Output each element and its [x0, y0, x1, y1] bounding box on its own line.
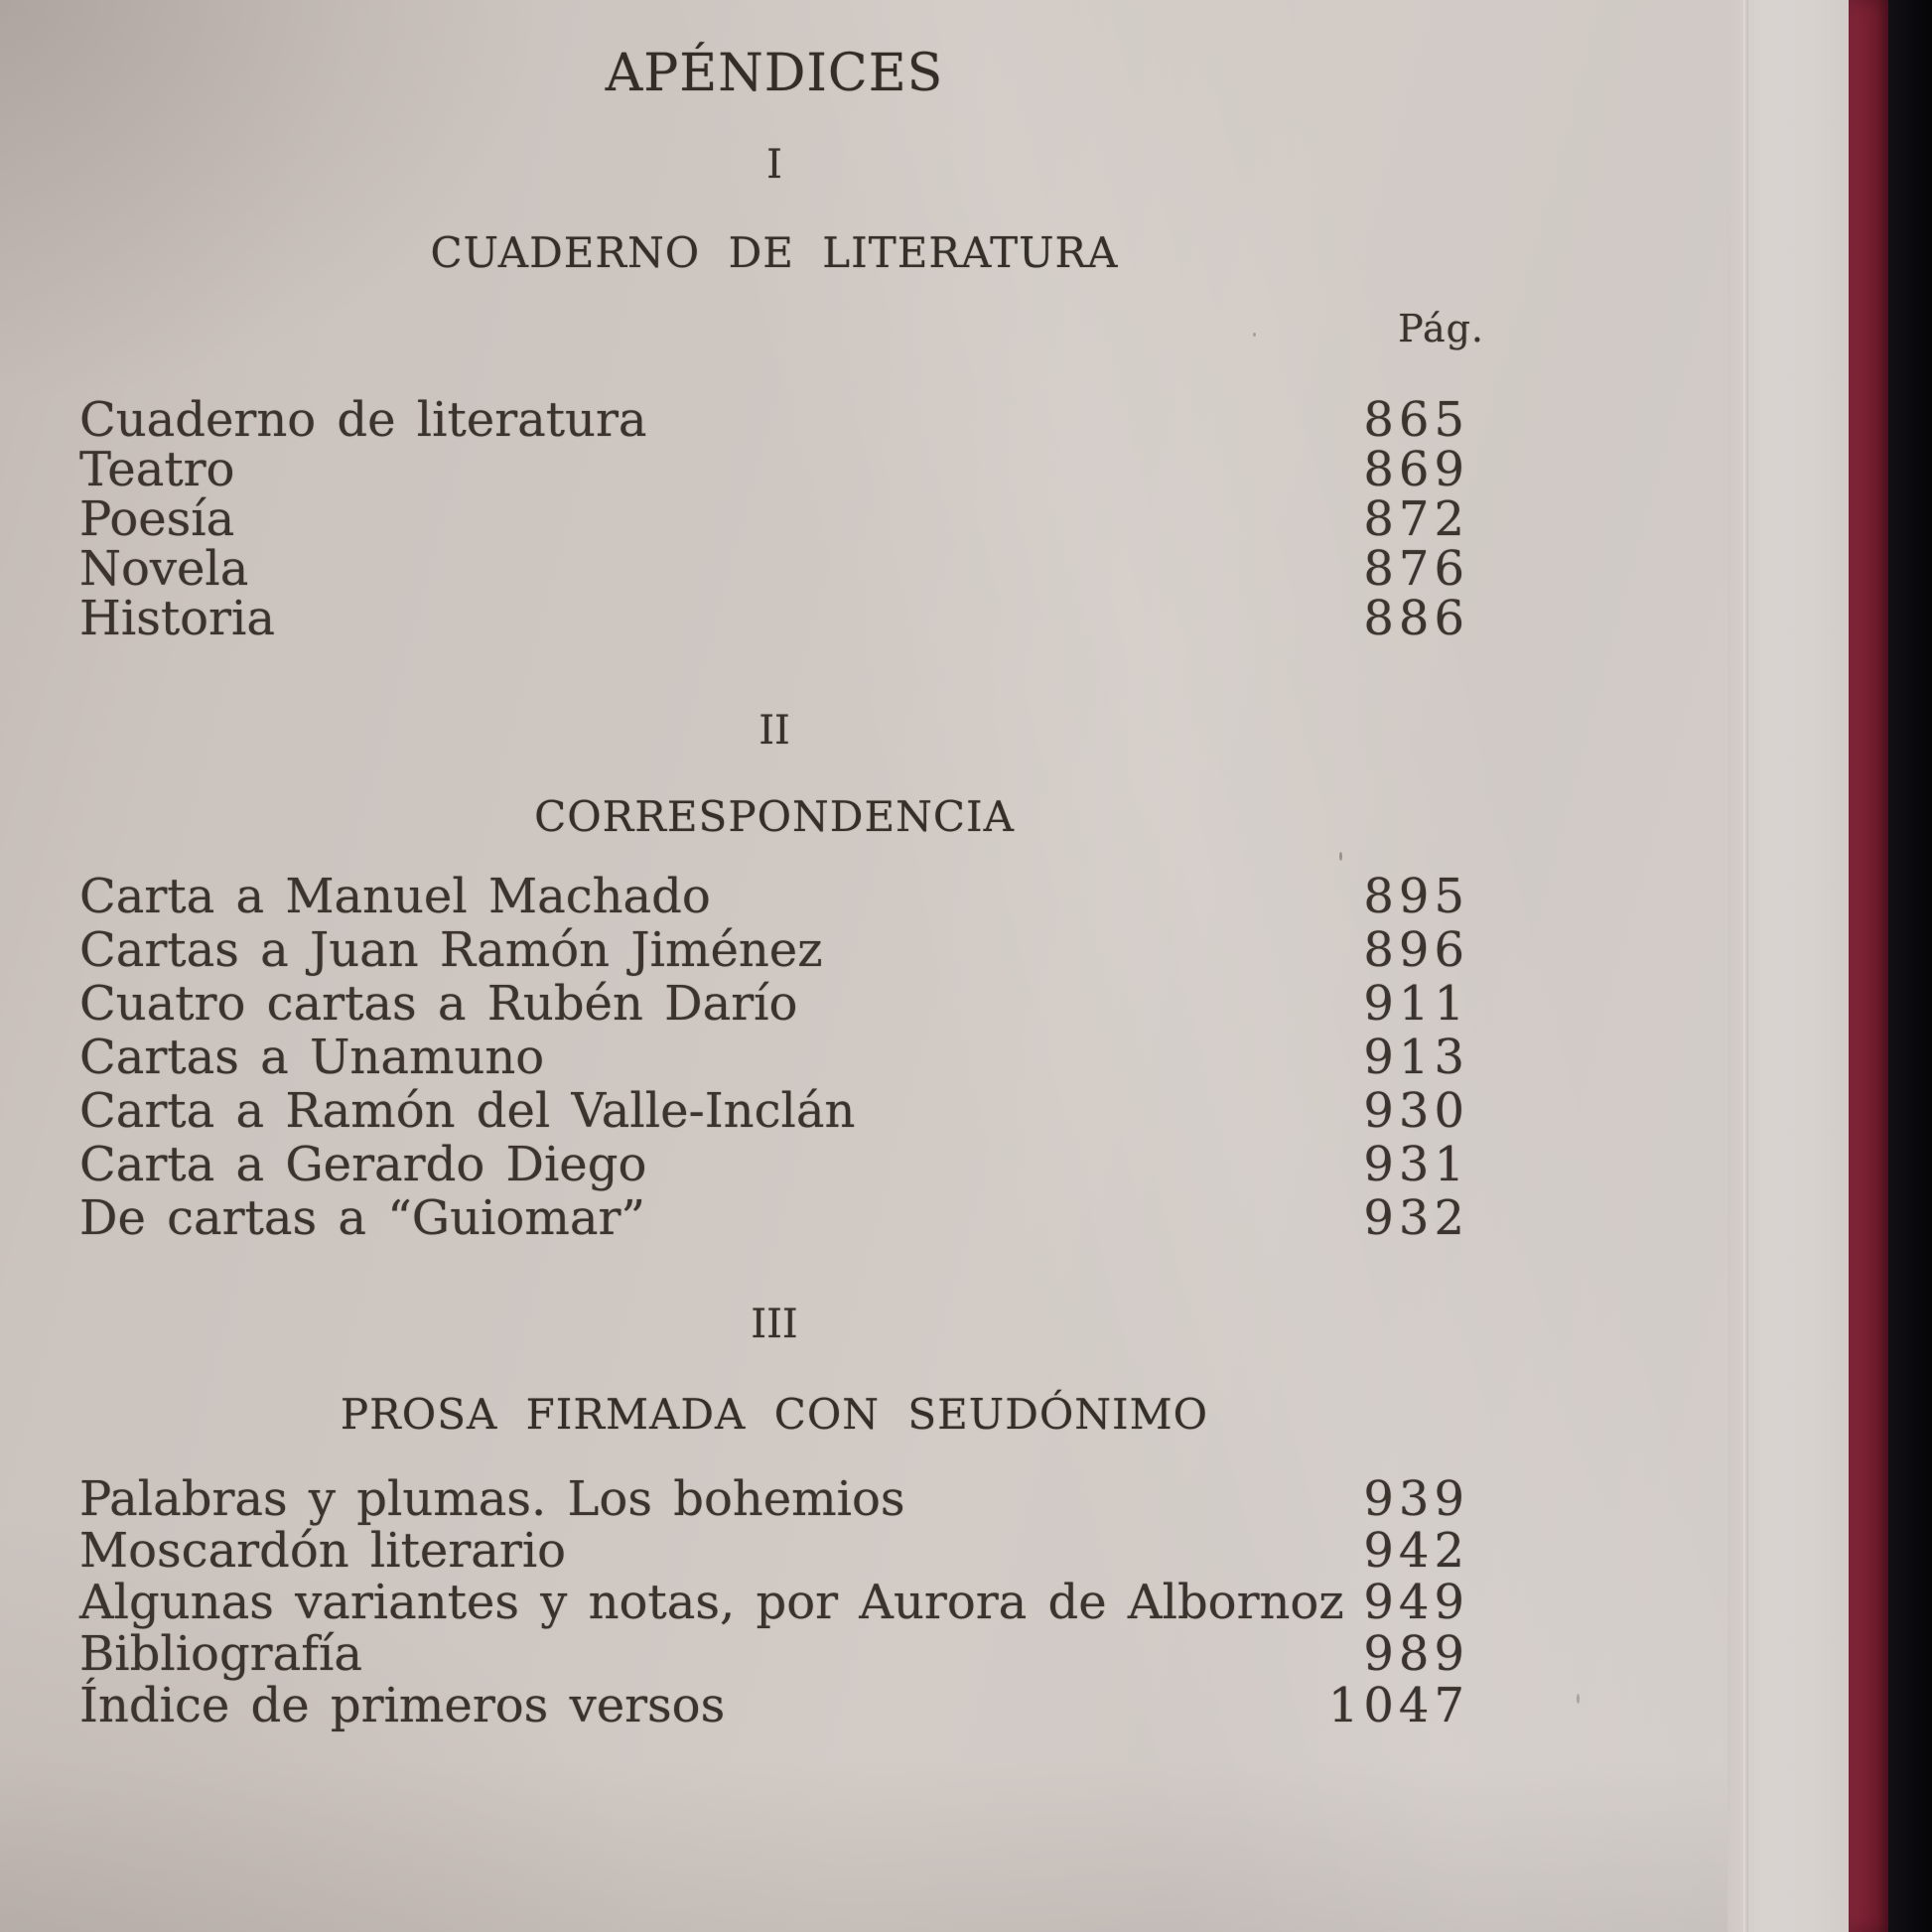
toc-entry-label: Palabras y plumas. Los bohemios [79, 1471, 905, 1527]
toc-entry-page: 876 [1363, 541, 1469, 597]
table-of-contents [79, 0, 1484, 1932]
toc-entry-label: Teatro [79, 442, 235, 497]
toc-row [79, 1031, 1469, 1084]
toc-row [79, 1680, 1469, 1731]
toc-entry-page: 932 [1363, 1190, 1469, 1246]
toc-entry-label: Novela [79, 541, 249, 597]
section-numeral: II [759, 708, 790, 754]
toc-entry-page: 896 [1363, 922, 1469, 978]
toc-entry-label: De cartas a “Guiomar” [79, 1190, 645, 1246]
dust-speck [1339, 852, 1342, 861]
book-cover-edge [1849, 0, 1888, 1932]
toc-entry-page: 931 [1363, 1137, 1469, 1192]
background [1888, 0, 1932, 1932]
toc-row [79, 1577, 1469, 1628]
toc-entry-label: Cuaderno de literatura [79, 392, 647, 448]
toc-entry-label: Moscardón literario [79, 1523, 567, 1579]
toc-section-rows [79, 870, 1469, 1245]
toc-entry-page: 913 [1363, 1030, 1469, 1085]
toc-entry-label: Bibliografía [79, 1626, 362, 1682]
toc-row [79, 491, 1469, 547]
toc-row [79, 442, 1469, 497]
toc-section-rows [79, 392, 1469, 646]
toc-entry-page: 872 [1363, 491, 1469, 547]
toc-entry-label: Carta a Ramón del Valle-Inclán [79, 1083, 856, 1139]
toc-entry-page: 939 [1363, 1471, 1469, 1527]
toc-row [79, 1628, 1469, 1680]
dust-speck [1577, 1694, 1580, 1704]
toc-entry-label: Historia [79, 591, 275, 646]
toc-entry-page: 989 [1363, 1626, 1469, 1682]
toc-entry-label: Cuatro cartas a Rubén Darío [79, 976, 798, 1032]
toc-entry-page: 869 [1363, 442, 1469, 497]
toc-row [79, 392, 1469, 448]
toc-entry-label: Cartas a Juan Ramón Jiménez [79, 922, 823, 978]
toc-row [79, 1084, 1469, 1138]
toc-entry-label: Carta a Gerardo Diego [79, 1137, 647, 1192]
section-numeral: III [751, 1302, 798, 1347]
page-fore-edge [1727, 0, 1849, 1932]
toc-row [79, 870, 1469, 923]
toc-entry-page: 865 [1363, 392, 1469, 448]
toc-row [79, 1138, 1469, 1191]
toc-row [79, 541, 1469, 597]
toc-entry-page: 886 [1363, 591, 1469, 646]
toc-row [79, 1191, 1469, 1245]
toc-entry-label: Carta a Manuel Machado [79, 869, 711, 924]
section-heading: PROSA FIRMADA CON SEUDÓNIMO [340, 1390, 1209, 1439]
dust-speck [1253, 333, 1256, 337]
section-numeral: I [766, 142, 782, 188]
appendices-title: APÉNDICES [605, 44, 944, 103]
toc-entry-label: Poesía [79, 491, 235, 547]
toc-entry-page: 942 [1363, 1523, 1469, 1579]
toc-row [79, 977, 1469, 1031]
toc-entry-page: 949 [1363, 1575, 1469, 1630]
toc-entry-label: Índice de primeros versos [79, 1678, 726, 1733]
toc-row [79, 591, 1469, 646]
page-column-header: Pág. [1398, 307, 1484, 350]
section-heading: CUADERNO DE LITERATURA [430, 228, 1119, 277]
toc-entry-page: 911 [1363, 976, 1469, 1032]
toc-entry-page: 1047 [1327, 1678, 1469, 1733]
toc-section-rows [79, 1473, 1469, 1731]
toc-row [79, 923, 1469, 977]
toc-row [79, 1525, 1469, 1577]
page-crease [1743, 0, 1748, 1932]
toc-entry-label: Algunas variantes y notas, por Aurora de Albornoz [79, 1575, 1344, 1630]
section-heading: CORRESPONDENCIA [534, 792, 1015, 841]
toc-entry-page: 895 [1363, 869, 1469, 924]
toc-row [79, 1473, 1469, 1525]
toc-entry-label: Cartas a Unamuno [79, 1030, 545, 1085]
toc-entry-page: 930 [1363, 1083, 1469, 1139]
